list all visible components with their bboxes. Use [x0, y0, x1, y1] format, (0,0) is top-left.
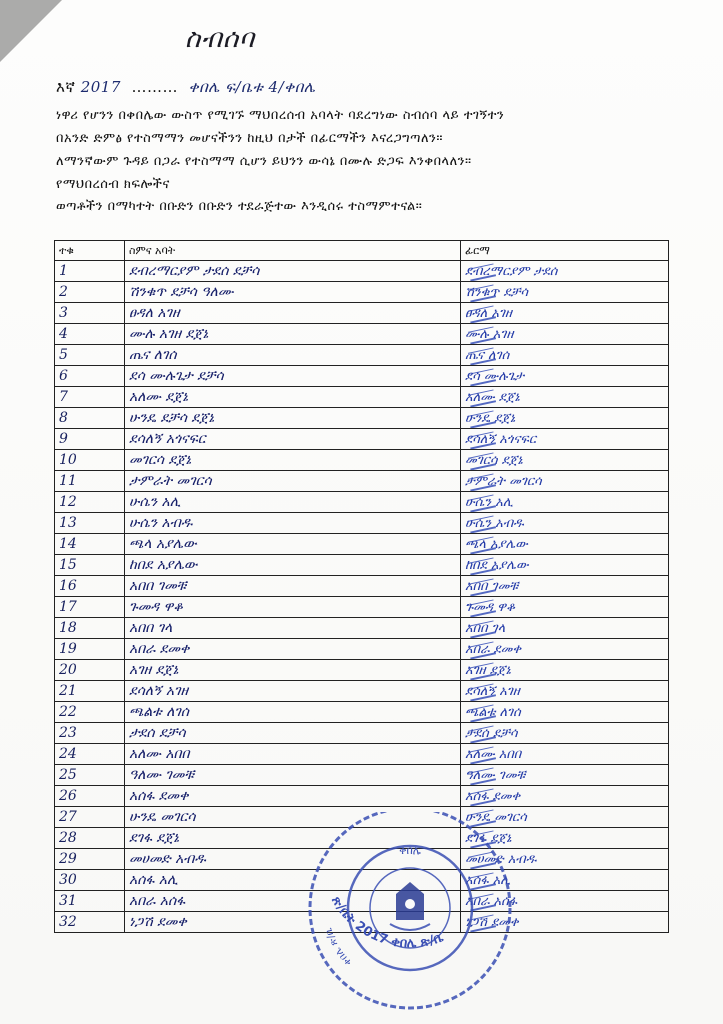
row-number: 16 — [55, 576, 125, 597]
attendee-name: አለሙ አበበ — [125, 744, 461, 765]
table-row — [55, 597, 669, 618]
folded-corner — [0, 0, 62, 62]
table-row — [55, 534, 669, 555]
attendee-name: አበራ ደመቀ — [125, 639, 461, 660]
row-number: 20 — [55, 660, 125, 681]
attendee-name: ፀዳለ አገዘ — [125, 303, 461, 324]
signature-text: ደሳ ሙሉጌታ — [465, 368, 525, 384]
official-stamp — [300, 812, 520, 1012]
signature-text: ሁሴን አሊ — [465, 494, 513, 510]
table-row — [55, 660, 669, 681]
row-number: 31 — [55, 891, 125, 912]
signature-text: ጫልቱ ለገሰ — [465, 704, 521, 720]
attendee-name: ደብረማርያም ታደሰ ደቻሳ — [125, 261, 461, 282]
attendee-name: ሽንቁጥ ደቻሳ ዓለሙ — [125, 282, 461, 303]
table-row — [55, 429, 669, 450]
attendee-signature — [461, 408, 669, 429]
attendee-name: ታደሰ ደቻሳ — [125, 723, 461, 744]
table-row — [55, 786, 669, 807]
header-line1: ነዋሪ የሆንን በቀበሌው ውስጥ የሚገኙ ማህበረሰብ አባላት ባደረግነው ስብሰባ ላይ ተገኝተን — [56, 108, 505, 123]
attendee-name: ሁሴን አብዱ — [125, 513, 461, 534]
attendee-name: አለሙ ደጀኔ — [125, 387, 461, 408]
attendee-signature — [461, 681, 669, 702]
signature-text: ሁሴን አብዱ — [465, 515, 524, 531]
attendee-signature — [461, 303, 669, 324]
attendee-name: አበበ ገመቹ — [125, 576, 461, 597]
header-line0: ቀበሌ ፍ/ቤቱ 4/ቀበሌ — [188, 78, 316, 96]
row-number: 21 — [55, 681, 125, 702]
signature-text: አሰፋ አሊ — [465, 872, 511, 888]
attendee-signature — [461, 786, 669, 807]
column-header-name: ስምና አባት — [125, 241, 461, 261]
signature-text: መሀመድ አብዱ — [465, 851, 537, 867]
row-number: 22 — [55, 702, 125, 723]
row-number: 29 — [55, 849, 125, 870]
attendee-name: ደገፋ ደጀኔ — [125, 828, 461, 849]
signature-text: አበራ ደመቀ — [465, 641, 522, 657]
row-number: 9 — [55, 429, 125, 450]
row-number: 27 — [55, 807, 125, 828]
attendee-name: ደሳለኝ አጎናፍር — [125, 429, 461, 450]
table-row — [55, 639, 669, 660]
attendee-name: ጫልቱ ለገሰ — [125, 702, 461, 723]
signature-text: አበበ ገላ — [465, 620, 506, 636]
signature-text: ደሳለኝ አጎናፍር — [465, 431, 537, 447]
attendee-signature — [461, 702, 669, 723]
header-line4: የማህበረሰብ ክፍሎችና — [56, 177, 170, 192]
attendee-signature — [461, 723, 669, 744]
attendee-name: ነጋሽ ደመቀ — [125, 912, 461, 933]
attendee-name: አበበ ገላ — [125, 618, 461, 639]
attendee-name: ታምራት መገርሳ — [125, 471, 461, 492]
header-line5: ወጣቶችን በማካተት በቡድን በቡድን ተደራጅተው እንዲሰሩ ተስማምተናል። — [56, 199, 423, 214]
row-number: 6 — [55, 366, 125, 387]
attendee-signature — [461, 471, 669, 492]
signature-text: ጉመዳ ዋቆ — [465, 599, 515, 615]
attendee-signature — [461, 660, 669, 681]
header-line2: በአንድ ድምፅ የተስማማን መሆናችንን ከዚህ በታች በፊርማችን እናረጋግጣለን። — [56, 131, 443, 146]
attendee-name: ሁሴን አሊ — [125, 492, 461, 513]
attendee-signature — [461, 366, 669, 387]
date-prefix: እኛ — [56, 78, 76, 96]
attendee-signature — [461, 450, 669, 471]
row-number: 4 — [55, 324, 125, 345]
row-number: 26 — [55, 786, 125, 807]
signature-text: ደብረማርያም ታደሰ — [465, 263, 558, 279]
signature-text: አበራ አሰፋ — [465, 893, 518, 909]
column-header-number: ተቁ — [55, 241, 125, 261]
header-line3: ለማንኛውም ጉዳይ በጋራ የተስማማ ሲሆን ይህንን ውሳኔ በሙሉ ድጋፍ እንቀበላለን። — [56, 154, 472, 169]
attendee-name: ጫላ አያሌው — [125, 534, 461, 555]
stamp-top-text: ቀበሌ — [399, 844, 421, 857]
stamp-bottom-text: ጽ/ቤት 2017 ቀበሌ ጽ/ቤ — [327, 893, 446, 952]
date-value: 2017 — [80, 78, 121, 96]
signature-text: ደሳለኝ አገዘ — [465, 683, 520, 699]
table-row — [55, 282, 669, 303]
attendee-name: አበራ አሰፋ — [125, 891, 461, 912]
table-row — [55, 408, 669, 429]
attendee-name: መገርሳ ደጀኔ — [125, 450, 461, 471]
attendee-signature — [461, 597, 669, 618]
attendee-signature — [461, 282, 669, 303]
attendee-signature — [461, 534, 669, 555]
attendee-name: ደሳ ሙሉጌታ ደቻሳ — [125, 366, 461, 387]
signature-text: አለሙ ደጀኔ — [465, 389, 520, 405]
attendee-name: ደሳለኝ አገዘ — [125, 681, 461, 702]
signature-text: መገርሳ ደጀኔ — [465, 452, 523, 468]
row-number: 5 — [55, 345, 125, 366]
attendee-name: አሰፋ አሊ — [125, 870, 461, 891]
row-number: 17 — [55, 597, 125, 618]
table-row — [55, 513, 669, 534]
attendee-signature — [461, 744, 669, 765]
row-number: 23 — [55, 723, 125, 744]
header-date-line: እኛ 2017 ……… ቀበሌ ፍ/ቤቱ 4/ቀበሌ — [56, 78, 316, 96]
table-row — [55, 555, 669, 576]
row-number: 7 — [55, 387, 125, 408]
signature-text: ነጋሽ ደመቀ — [465, 914, 519, 930]
handwritten-title: ስብሰባ — [185, 24, 256, 54]
row-number: 30 — [55, 870, 125, 891]
column-header-signature: ፊርማ — [461, 241, 669, 261]
row-number: 1 — [55, 261, 125, 282]
signature-text: ከበደ አያሌው — [465, 557, 529, 573]
table-row — [55, 618, 669, 639]
signature-text: ጫላ አያሌው — [465, 536, 528, 552]
row-number: 8 — [55, 408, 125, 429]
table-row — [55, 702, 669, 723]
table-row — [55, 324, 669, 345]
attendee-name: አገዘ ደጀኔ — [125, 660, 461, 681]
signature-text: ታምራት መገርሳ — [465, 473, 542, 489]
row-number: 11 — [55, 471, 125, 492]
attendee-name: አሰፋ ደመቀ — [125, 786, 461, 807]
table-row — [55, 744, 669, 765]
signature-text: አበበ ገመቹ — [465, 578, 519, 594]
table-row — [55, 303, 669, 324]
row-number: 19 — [55, 639, 125, 660]
signature-text: ሽንቁጥ ደቻሳ — [465, 284, 529, 300]
attendee-signature — [461, 765, 669, 786]
attendee-signature — [461, 513, 669, 534]
row-number: 24 — [55, 744, 125, 765]
signature-text: ሁንዴ ደጀኔ — [465, 410, 516, 426]
attendee-name: ጉመዳ ዋቆ — [125, 597, 461, 618]
signature-text: አሰፋ ደመቀ — [465, 788, 521, 804]
attendee-name: ጤና ለገሰ — [125, 345, 461, 366]
row-number: 15 — [55, 555, 125, 576]
attendee-signature — [461, 387, 669, 408]
signature-text: አገዘ ደጀኔ — [465, 662, 511, 678]
signature-text: ሁንዴ መገርሳ — [465, 809, 527, 825]
table-row — [55, 345, 669, 366]
table-row — [55, 576, 669, 597]
attendee-signature — [461, 345, 669, 366]
signature-text: ደገፋ ደጀኔ — [465, 830, 512, 846]
attendee-name: ሁንዴ መገርሳ — [125, 807, 461, 828]
table-row — [55, 450, 669, 471]
table-row — [55, 387, 669, 408]
row-number: 32 — [55, 912, 125, 933]
attendee-name: ከበደ አያሌው — [125, 555, 461, 576]
row-number: 25 — [55, 765, 125, 786]
row-number: 12 — [55, 492, 125, 513]
stamp-side-text: ቀበሌ ጽ/ቤ — [323, 926, 355, 968]
attendee-signature — [461, 492, 669, 513]
table-row — [55, 681, 669, 702]
row-number: 28 — [55, 828, 125, 849]
table-row — [55, 723, 669, 744]
table-row — [55, 261, 669, 282]
attendee-name: ሁንዴ ደቻሳ ደጀኔ — [125, 408, 461, 429]
attendee-signature — [461, 429, 669, 450]
row-number: 2 — [55, 282, 125, 303]
attendee-name: መሀመድ አብዱ — [125, 849, 461, 870]
attendee-signature — [461, 618, 669, 639]
row-number: 14 — [55, 534, 125, 555]
attendee-signature — [461, 576, 669, 597]
row-number: 13 — [55, 513, 125, 534]
signature-text: ታደሰ ደቻሳ — [465, 725, 518, 741]
signature-text: ጤና ለገሰ — [465, 347, 510, 363]
signature-text: ሙሉ አገዘ — [465, 326, 514, 342]
row-number: 10 — [55, 450, 125, 471]
attendee-signature — [461, 555, 669, 576]
attendee-name: ዓለሙ ገመቹ — [125, 765, 461, 786]
attendee-signature — [461, 261, 669, 282]
signature-text: ፀዳለ አገዘ — [465, 305, 512, 321]
row-number: 3 — [55, 303, 125, 324]
signature-text: አለሙ አበበ — [465, 746, 522, 762]
attendee-signature — [461, 324, 669, 345]
table-row — [55, 492, 669, 513]
row-number: 18 — [55, 618, 125, 639]
table-header-row — [55, 241, 669, 261]
attendee-name: ሙሉ አገዘ ደጀኔ — [125, 324, 461, 345]
table-row — [55, 765, 669, 786]
table-row — [55, 471, 669, 492]
table-row — [55, 366, 669, 387]
attendee-signature — [461, 639, 669, 660]
signature-text: ዓለሙ ገመቹ — [465, 767, 526, 783]
